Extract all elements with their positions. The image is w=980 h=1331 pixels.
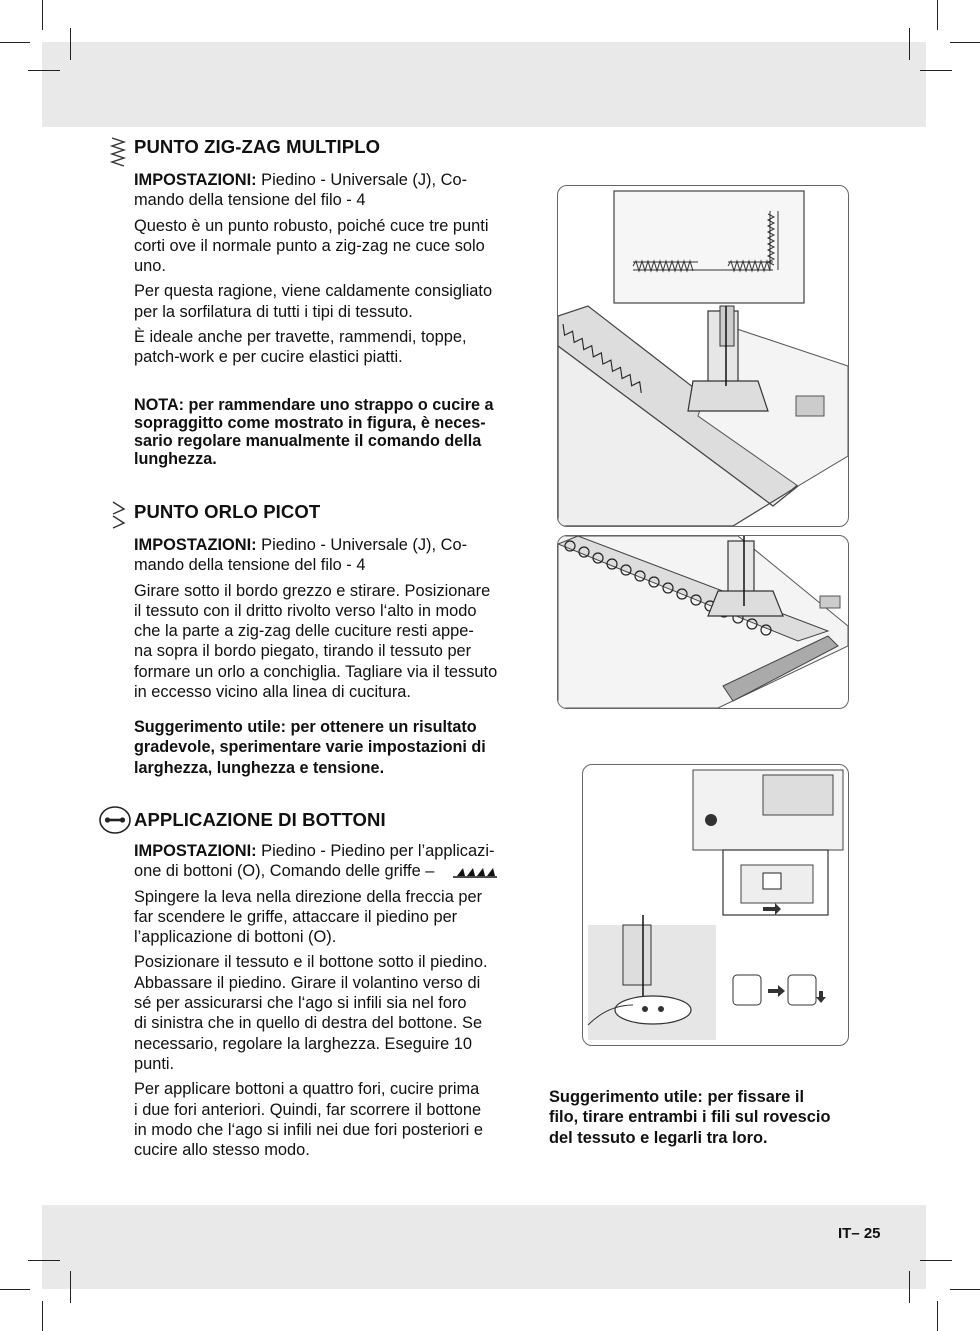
button-sewing-illustration — [582, 764, 849, 1046]
picot-stitch-icon — [110, 500, 128, 530]
footer-band — [42, 1205, 926, 1289]
side-tip: Suggerimento utile: per fissare il filo, tirare entrambi i fili sul rovescio del tessuto e legarli tra loro. — [549, 1088, 831, 1147]
picot-body — [134, 535, 536, 707]
buttons-paragraph-1: Spingere la leva nella direzione della freccia per far scendere le griffe, attaccare il piedino per l’applicazione di bottoni (O). — [134, 887, 483, 947]
header-band — [42, 42, 926, 127]
zigzag-paragraph-1: Questo è un punto robusto, poiché cuce tre punti corti ove il normale punto a zig-zag ne cuce solo uno. — [134, 216, 489, 276]
buttons-body — [134, 841, 544, 1165]
multi-zigzag-stitch-icon — [108, 137, 128, 169]
buttons-paragraph-3: Per applicare bottoni a quattro fori, cucire prima i due fori anteriori. Quindi, far scorrere il bottone in modo che l‘ago si infili nei due fori posteriori e cucire allo stesso modo. — [134, 1080, 483, 1160]
picot-paragraph-1: Girare sotto il bordo grezzo e stirare. Posizionare il tessuto con il dritto rivolto verso l‘alto in modo che la parte a zig-zag delle cuciture resti appe- na sopra il bordo piegato, tirando il tessuto per formare un orlo a conchiglia. Tagliare via il tessuto in eccesso vicino alla linea di cucitura. — [134, 581, 498, 702]
section-title-buttons: APPLICAZIONE DI BOTTONI — [134, 809, 386, 830]
zigzag-settings: IMPOSTAZIONI: Piedino - Universale (J), Co- mando della tensione del filo - 4 — [134, 171, 468, 210]
buttons-settings: IMPOSTAZIONI: Piedino - Piedino per l’applicazi- one di bottoni (O), Comando delle griffe – — [134, 841, 544, 882]
button-sewing-icon — [98, 805, 132, 835]
section-title-zigzag: PUNTO ZIG-ZAG MULTIPLO — [134, 136, 381, 157]
picot-tip: Suggerimento utile: per ottenere un risultato gradevole, sperimentare varie impostazioni di larghezza, lunghezza e tensione. — [134, 718, 486, 777]
zigzag-note: NOTA: per rammendare uno strappo o cucire a sopraggitto come mostrato in figura, è neces- sario regolare manualmente il comando della lunghezza. — [134, 396, 494, 468]
buttons-paragraph-2: Posizionare il tessuto e il bottone sotto il piedino. Abbassare il piedino. Girare il volantino verso di sé per assicurarsi che l‘ago si infili sia nel foro di sinistra che in quello di destra del bottone. Se necessario, regolare la larghezza. Eseguire 10 punti. — [134, 953, 488, 1073]
picot-stitch-illustration — [557, 535, 849, 709]
page-number: IT– 25 — [838, 1225, 881, 1242]
zigzag-stitch-illustration — [557, 185, 849, 527]
zigzag-paragraph-2: Per questa ragione, viene caldamente consigliato per la sorfilatura di tutti i tipi di tessuto. — [134, 282, 493, 321]
section-title-picot: PUNTO ORLO PICOT — [134, 501, 321, 522]
zigzag-body — [134, 170, 536, 373]
picot-settings: IMPOSTAZIONI: Piedino - Universale (J), Co- mando della tensione del filo - 4 — [134, 536, 468, 575]
feed-dogs-down-icon — [451, 861, 499, 881]
zigzag-paragraph-3: È ideale anche per travette, rammendi, toppe, patch-work e per cucire elastici piatti. — [134, 328, 467, 367]
